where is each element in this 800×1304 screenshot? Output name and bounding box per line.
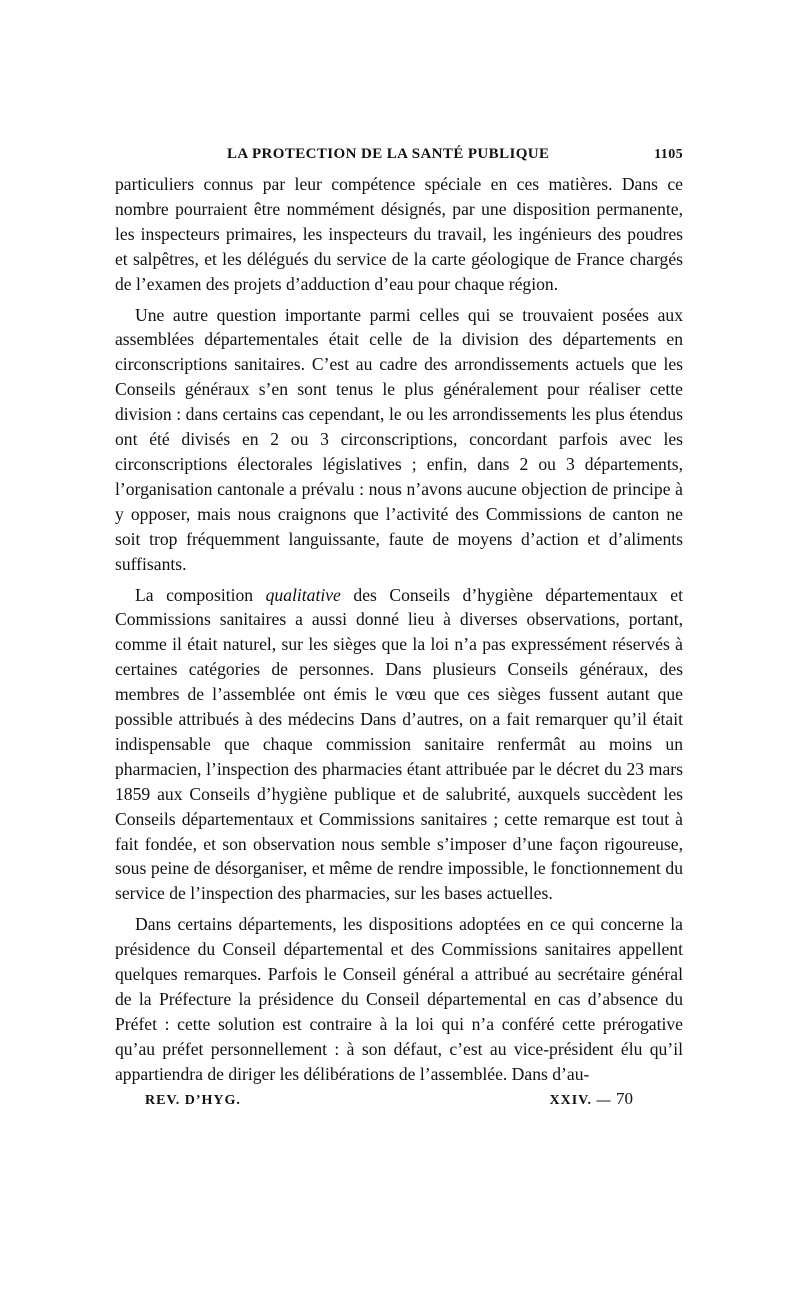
page-number: 1105 [654,147,683,162]
paragraph-3 [115,583,683,907]
paragraph-4: Dans certains départements, les dispositions adoptées en ce qui concerne la présidence du Conseil départemental et des Commissions sanitaires appellent quelques remarques. Parfois le Conseil général a attribué au secrétaire général de la Préfecture la présidence du Conseil départemental en cas d’absence du Préfet : cette solution est contraire à la loi qui n’a conféré cette prérogative qu’au préfet personnellement : à son défaut, c’est au vice-président élu qu’il appartiendra de diriger les délibérations de l’assemblée. Dans d’au- [115,914,683,1084]
paragraph-3-start: La composition [135,584,266,605]
paragraph-3-rest: des Conseils d’hygiène départementaux et Commissions sanitaires a aussi donné lieu à diverses observations, portant, comme il était naturel, sur les sièges que la loi n’a pas expressément réservés à certaines catégories de personnes. Dans plusieurs Conseils généraux, des membres de l’assemblée ont émis le vœu que ces sièges fussent autant que possible attribués à des médecins Dans d’autres, on a fait remarquer qu’il était indispensable que chaque commission sanitaire renfermât au moins un pharmacien, l’inspection des pharmacies étant attribuée par le décret du 23 mars 1859 aux Conseils d’hygiène publique et de salubrité, auxquels succèdent les Conseils départementaux et Commissions sanitaires ; cette remarque est tout à fait fondée, et son observation nous semble s’imposer d’une façon rigoureuse, sous peine de désorganiser, et même de rendre impossible, le fonctionnement du service de l’inspection des pharmacies, sur les bases actuelles. [115,584,684,904]
signature-mark [550,1089,633,1109]
body-text [115,172,683,1087]
volume-number: XXIV. [549,1092,592,1108]
journal-abbreviation: REV. D’HYG. [145,1092,241,1108]
signature-dash: — [596,1092,612,1108]
running-head-title: LA PROTECTION DE LA SANTÉ PUBLIQUE [227,146,550,162]
running-head [115,146,683,170]
document-page [115,146,683,1109]
paragraph-2: Une autre question importante parmi celles qui se trouvaient posées aux assemblées départementales était celle de la division des départements en circonscriptions sanitaires. C’est au cadre des arrondissements actuels que les Conseils généraux s’en sont tenus le plus généralement pour réaliser cette division : dans certains cas cependant, le ou les arrondissements les plus étendus ont été divisés en 2 ou 3 circonscriptions, concordant parfois avec les circonscriptions électorales législatives ; enfin, dans 2 ou 3 départements, l’organisation cantonale a prévalu : nous n’avons aucune objection de principe à y opposer, mais nous craignons que l’activité des Commissions de canton ne soit trop fréquemment languissante, faute de moyens d’action et d’aliments suffisants. [115,304,683,574]
paragraph-1: particuliers connus par leur compétence spéciale en ces matières. Dans ce nombre pourraient être nommément désignés, par une disposition permanente, les inspecteurs primaires, les inspecteurs du travail, les ingénieurs des poudres et salpêtres, et les délégués du service de la carte géologique de France chargés de l’examen des projets d’adduction d’eau pour chaque région. [115,174,683,294]
signature-number: 70 [616,1088,633,1108]
emphasis-qualitative: qualitative [265,584,341,605]
page-footer [115,1089,683,1109]
